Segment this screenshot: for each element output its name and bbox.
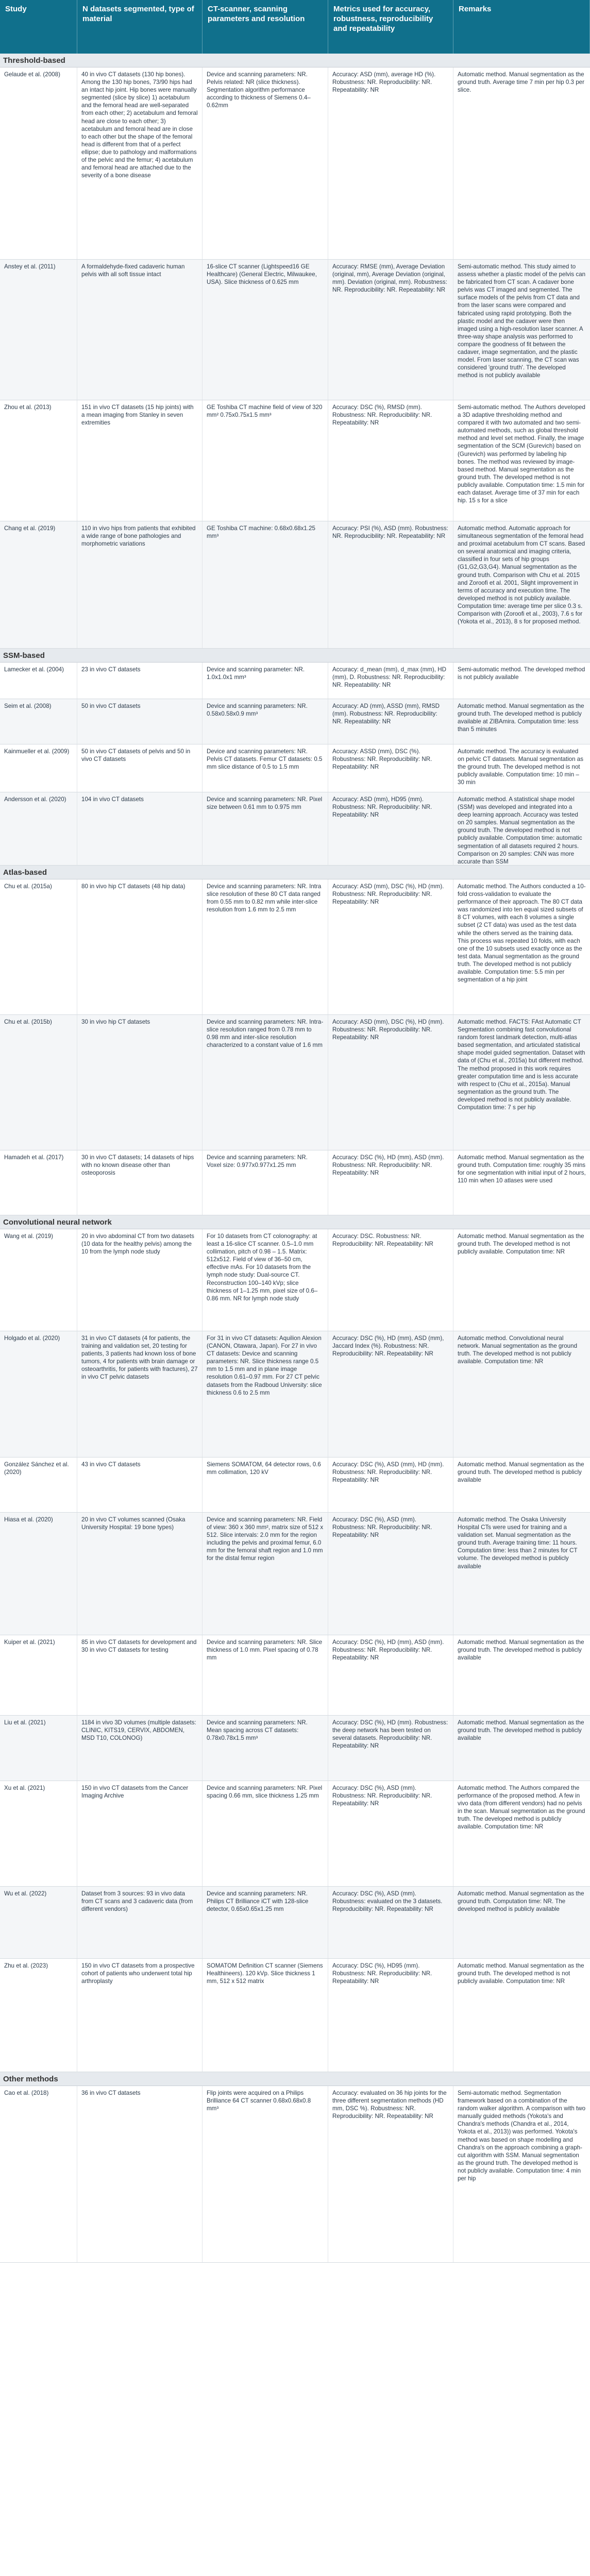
datasets-cell: 20 in vivo abdominal CT from two datasets (10 data for the healthy pelvis) among the 10 from the lymph node study xyxy=(77,1229,203,1331)
datasets-cell: 110 in vivo hips from patients that exhibited a wide range of bone pathologies and morphometric variations xyxy=(77,521,203,648)
header-ct: CT-scanner, scanning parameters and resolution xyxy=(203,0,328,54)
header-datasets: N datasets segmented, type of material xyxy=(77,0,203,54)
remarks-cell: Automatic method. The Authors conducted a 10-fold cross-validation to evaluate the performance of their approach. The 80 CT data was randomized into ten equal sized subsets of 8 CT volumes, with each 8 volumes a single subset (2 CT data) was used as the test data while the others served as the training data. This process was repeated 10 folds, with each one of the 10 subsets used exactly once as the test data. Manual segmentation as the ground truth. The developed method is not publicly available. Computation time: 5.5 min per segmentation of a hip joint xyxy=(458,883,586,984)
metrics-cell: Accuracy: DSC (%), HD (mm), ASD (mm). Robustness: NR. Reproducibility: NR. Repeatability: NR xyxy=(328,1150,453,1215)
ct-cell: 16-slice CT scanner (Lightspeed16 GE Healthcare) (General Electric, Milwaukee, USA). Slice thickness of 0.625 mm xyxy=(203,260,328,400)
metrics-cell: Accuracy: DSC (%), RMSD (mm). Robustness: NR. Reproducibility: NR. Repeatability: NR xyxy=(328,400,453,521)
metrics-cell: Accuracy: ASSD (mm), DSC (%). Robustness: NR. Reproducibility: NR. Repeatability: NR xyxy=(328,744,453,792)
metrics-cell: Accuracy: ASD (mm), DSC (%), HD (mm). Robustness: NR. Reproducibility: NR. Repeatability: NR xyxy=(328,1015,453,1150)
table-row xyxy=(0,1716,590,1781)
study-cell: Liu et al. (2021) xyxy=(0,1716,77,1781)
study-cell: Holgado et al. (2020) xyxy=(0,1331,77,1457)
datasets-cell: 23 in vivo CT datasets xyxy=(77,663,203,699)
table-row xyxy=(0,699,590,744)
table-header xyxy=(0,0,590,54)
remarks-cell: Semi-automatic method. The developed method is not publicly available xyxy=(458,666,585,681)
metrics-cell: Accuracy: DSC (%), HD95 (mm). Robustness: NR. Reproducibility: NR. Repeatability: NR xyxy=(328,1959,453,2072)
datasets-cell: 150 in vivo CT datasets from the Cancer Imaging Archive xyxy=(77,1781,203,1886)
metrics-cell: Accuracy: DSC. Robustness: NR. Reproducibility: NR. Repeatability: NR xyxy=(328,1229,453,1331)
study-cell: Anstey et al. (2011) xyxy=(0,260,77,400)
study-cell: Xu et al. (2021) xyxy=(0,1781,77,1886)
ct-cell: SOMATOM Definition CT scanner (Siemens Healthineers). 120 kVp. Slice thickness 1 mm, 512 x 512 matrix xyxy=(203,1959,328,2072)
ct-cell: Device and scanning parameters: NR. Intra slice resolution of these 80 CT data ranged from 0.55 mm to 0.82 mm while inter-slice resolution from 1.6 mm to 2.5 mm xyxy=(203,879,328,1014)
datasets-cell: 43 in vivo CT datasets xyxy=(77,1458,203,1512)
metrics-cell: Accuracy: ASD (mm), average HD (%). Robustness: NR. Reproducibility: NR. Repeatability: NR xyxy=(328,67,453,259)
ct-cell: Siemens SOMATOM, 64 detector rows, 0.6 mm collimation, 120 kV xyxy=(203,1458,328,1512)
datasets-cell: 31 in vivo CT datasets (4 for patients, the training and validation set, 20 testing for patients, 3 patients had known loss of bone tumors, 4 for patients with brain damage or osteoarthritis, for patients with fractures), 27 in vivo CT pelvic datasets xyxy=(77,1331,203,1457)
header-study: Study xyxy=(0,0,77,54)
header-metrics: Metrics used for accuracy, robustness, reproducibility and repeatability xyxy=(328,0,453,54)
ct-cell: Device and scanning parameters: NR. Field of view: 360 x 360 mm², matrix size of 512 x 512. Slice intervals: 2.0 mm for the region including the pelvis and proximal femur, 6.0 mm for the femoral shaft region and 1.0 mm for the distal femur region xyxy=(203,1513,328,1635)
section-rows xyxy=(0,2086,590,2263)
ct-cell: Device and scanning parameters: NR. Voxel size: 0.977x0.977x1.25 mm xyxy=(203,1150,328,1215)
metrics-cell: Accuracy: DSC (%), ASD (mm). Robustness: evaluated on the 3 datasets. Reproducibility: NR. Repeatability: NR xyxy=(328,1887,453,1958)
ct-cell: Device and scanning parameters: NR. Philips CT Brilliance iCT with 128-slice detector, 0.65x0.65x1.25 mm xyxy=(203,1887,328,1958)
metrics-cell: Accuracy: DSC (%), HD (mm), ASD (mm). Robustness: NR. Reproducibility: NR. Repeatability: NR xyxy=(328,1635,453,1715)
remarks-cell: Automatic method. The Osaka University Hospital CTs were used for training and a validation set. Manual segmentation as the ground truth. Average training time: 11 hours. Computation time: less than 2 minutes for CT volume. The developed method is publicly available xyxy=(458,1516,578,1570)
datasets-cell: 36 in vivo CT datasets xyxy=(77,2086,203,2262)
section-rows xyxy=(0,879,590,1215)
study-cell: Kuiper et al. (2021) xyxy=(0,1635,77,1715)
section-rows xyxy=(0,1229,590,2072)
datasets-cell: 150 in vivo CT datasets from a prospective cohort of patients who underwent total hip arthroplasty xyxy=(77,1959,203,2072)
table-row xyxy=(0,1781,590,1887)
ct-cell: Device and scanning parameters: NR. Mean spacing across CT datasets: 0.78x0.78x1.5 mm³ xyxy=(203,1716,328,1781)
ct-cell: Device and scanning parameters: NR. Pixel spacing 0.66 mm, slice thickness 1.25 mm xyxy=(203,1781,328,1886)
datasets-cell: 50 in vivo CT datasets xyxy=(77,699,203,744)
datasets-cell: Dataset from 3 sources: 93 in vivo data from CT scans and 3 cadaveric data (from different vendors) xyxy=(77,1887,203,1958)
section-rows xyxy=(0,663,590,866)
table-row xyxy=(0,879,590,1015)
metrics-cell: Accuracy: ASD (mm), DSC (%), HD (mm). Robustness: NR. Reproducibility: NR. Repeatability: NR xyxy=(328,879,453,1014)
remarks-cell: Automatic method. Manual segmentation as the ground truth. The developed method is publicly available at ZIBAmira. Computation time: less than 5 minutes xyxy=(458,703,584,733)
remarks-cell: Semi-automatic method. Segmentation framework based on a combination of the random walker algorithm. A comparison with two manually guided methods (Yokota's and Chandra's methods (Chandra et al., 2014, Yokota et al., 2013)) was performed. Yokota's method was based on shape modelling and Chandra's on the approach combining a graph-cut algorithm with SSM. Manual segmentation as the ground truth. The developed method is not publicly available. Computation time: 4 min per hip xyxy=(458,2090,586,2182)
table-row xyxy=(0,744,590,792)
remarks-cell: Automatic method. Manual segmentation as the ground truth. Computation time: NR. The developed method is publicly available xyxy=(458,1890,584,1913)
datasets-cell: 1184 in vivo 3D volumes (multiple datasets: CLINIC, KITS19, CERVIX, ABDOMEN, MSD T10, COLONOG) xyxy=(77,1716,203,1781)
table-row xyxy=(0,260,590,400)
remarks-cell: Semi-automatic method. The Authors developed a 3D adaptive thresholding method and compared it with two automated and two semi-automated methods, such as global threshold method and level set method. Finally, the image segmentation of the SCM (Gurevich) based on (Gurevich) was performed by labeling hip bones. The method was reviewed by image-based method. Manual segmentation as the ground truth. The developed method is not publicly available. Computation time: 1.5 min for each dataset. Average time of 37 min for each hip. 15 s for a slice xyxy=(458,404,585,504)
remarks-cell: Automatic method. Manual segmentation as the ground truth. The developed method is publicly available xyxy=(458,1719,584,1742)
remarks-cell: Automatic method. Manual segmentation as the ground truth. The developed method is not publicly available. Computation time: NR xyxy=(458,1962,584,1985)
remarks-cell: Automatic method. Manual segmentation as the ground truth. Average time 7 min per hip 0.3 per slice. xyxy=(458,71,584,94)
ct-cell: Device and scanning parameters: NR. 0.58x0.58x0.9 mm³ xyxy=(203,699,328,744)
table-row xyxy=(0,521,590,649)
metrics-cell: Accuracy: RMSE (mm), Average Deviation (original, mm), Average Deviation (original, mm). Deviation (original, mm). Robustness: NR. Reproducibility: NR. Repeatability: NR xyxy=(328,260,453,400)
table-body xyxy=(0,54,590,2263)
remarks-cell: Automatic method. Manual segmentation as the ground truth. The developed method is publicly available xyxy=(458,1639,584,1662)
section-header: Atlas-based xyxy=(0,866,590,879)
datasets-cell: 40 in vivo CT datasets (130 hip bones). Among the 130 hip bones, 73/90 hips had an intact hip joint. Hip bones were manually segmented (slice by slice) 1) acetabulum and the femoral head are well-separated from each other; 2) acetabulum and femoral head are close to each other; 3) acetabulum and femoral head are in close to each other but the shape of the femoral head is different from that of a perfect ellipse; due to pathology and malformations of the pelvic and the femur; 4) acetabulum and femoral head are attached due to the severity of a bone disease xyxy=(77,67,203,259)
study-cell: Hiasa et al. (2020) xyxy=(0,1513,77,1635)
metrics-cell: Accuracy: DSC (%), HD (mm). Robustness: the deep network has been tested on several datasets. Reproducibility: NR. Repeatability: NR xyxy=(328,1716,453,1781)
datasets-cell: 80 in vivo hip CT datasets (48 hip data) xyxy=(77,879,203,1014)
ct-cell: Device and scanning parameters: NR. Pelvis CT datasets. Femur CT datasets: 0.5 mm slice distance of 0.5 to 1.5 mm xyxy=(203,744,328,792)
remarks-cell: Automatic method. Manual segmentation as the ground truth. The developed method is publicly available xyxy=(458,1461,584,1484)
table-row xyxy=(0,1015,590,1150)
study-cell: Gelaude et al. (2008) xyxy=(0,67,77,259)
ct-cell: Device and scanning parameters: NR. Pelvis related: NR (slice thickness). Segmentation algorithm performance according to thickness of Siemens 0.4–0.62mm xyxy=(203,67,328,259)
ct-cell: GE Toshiba CT machine field of view of 320 mm² 0.75x0.75x1.5 mm³ xyxy=(203,400,328,521)
section-header: Convolutional neural network xyxy=(0,1215,590,1229)
table-row xyxy=(0,1959,590,2072)
section-header: Threshold-based xyxy=(0,54,590,67)
datasets-cell: 151 in vivo CT datasets (15 hip joints) with a mean imaging from Stanley in seven extremities xyxy=(77,400,203,521)
remarks-cell: Automatic method. FACTS: FAst Automatic CT Segmentation combining fast convolutional random forest landmark detection, multi-atlas based segmentation, and articulated statistical shape model guided segmentation. Dataset with data of (Chu et al., 2015a) but different method. The method proposed in this work requires greater computation time and is less accurate with respect to (Chu et al., 2015a). Manual segmentation as the ground truth. The developed method is not publicly available. Computation time: 7 s per hip xyxy=(458,1019,585,1111)
section-rows xyxy=(0,67,590,649)
table-row xyxy=(0,663,590,699)
study-cell: Chu et al. (2015b) xyxy=(0,1015,77,1150)
remarks-cell: Semi-automatic method. This study aimed to assess whether a plastic model of the pelvis can be fabricated from CT scan. A cadaver bone pelvis was CT imaged and segmented. The surface models of the pelvis from CT data and from the laser scans were compared and fabricated using rapid prototyping. Both the plastic model and the cadaver were then imaged using a high-resolution laser scanner. A three-way shape analysis was performed to compare the goodness of fit between the cadaver, image segmentation, and the plastic model. From laser scanning, the CT scan was considered 'ground truth'. The developed method is not publicly available xyxy=(458,263,586,379)
study-cell: Cao et al. (2018) xyxy=(0,2086,77,2262)
ct-cell: Device and scanning parameter: NR. 1.0x1.0x1 mm³ xyxy=(203,663,328,699)
table-row xyxy=(0,2086,590,2263)
remarks-cell: Automatic method. The Authors compared the performance of the proposed method. A few in vivo data (from different vendors) had no pelvis in the scan. Manual segmentation as the ground truth. The developed method is publicly available. Computation time: NR xyxy=(458,1785,585,1831)
metrics-cell: Accuracy: DSC (%), ASD (mm). Robustness: NR. Reproducibility: NR. Repeatability: NR xyxy=(328,1513,453,1635)
ct-cell: For 10 datasets from CT colonography: at least a 16-slice CT scanner. 0.5–1.0 mm collimation, pitch of 0.98 – 1.5. Matrix: 512x512. Field of view of 36–50 cm, effective mAs. For 10 datasets from the lymph node study: Dual-source CT. Reconstruction 100–140 kVp; slice thickness of 1–1.25 mm, pixel size of 0.6–0.86 mm. NR for lymph node study xyxy=(203,1229,328,1331)
study-cell: Andersson et al. (2020) xyxy=(0,792,77,865)
remarks-cell: Automatic method. A statistical shape model (SSM) was developed and integrated into a deep learning approach. Accuracy was tested on 20 samples. Manual segmentation as the ground truth. The developed method is not publicly available. Computation time: automatic segmentation of all datasets required 2 hours. Comparison on 20 samples: CNN was more accurate than SSM xyxy=(458,796,582,865)
metrics-cell: Accuracy: ASD (mm), HD95 (mm). Robustness: NR. Reproducibility: NR. Repeatability: NR xyxy=(328,792,453,865)
table-row xyxy=(0,1513,590,1635)
metrics-cell: Accuracy: evaluated on 36 hip joints for the three different segmentation methods (HD mm, DSC %). Robustness: NR. Reproducibility: NR. Repeatability: NR xyxy=(328,2086,453,2262)
ct-cell: For 31 in vivo CT datasets: Aquilion Alexion (CANON, Otawara, Japan). For 27 in vivo CT datasets: Device and scanning parameters: NR. Slice thickness range 0.5 mm to 1.5 mm and in plane image resolution 0.61–0.97 mm. For 27 CT pelvic datasets from the Radboud University: slice thickness 0.6 to 2.5 mm xyxy=(203,1331,328,1457)
section-header: Other methods xyxy=(0,2072,590,2086)
table-row xyxy=(0,67,590,260)
study-cell: Zhou et al. (2013) xyxy=(0,400,77,521)
table-row xyxy=(0,1635,590,1716)
study-cell: Seim et al. (2008) xyxy=(0,699,77,744)
datasets-cell: A formaldehyde-fixed cadaveric human pelvis with all soft tissue intact xyxy=(77,260,203,400)
study-cell: Wu et al. (2022) xyxy=(0,1887,77,1958)
ct-cell: GE Toshiba CT machine: 0.68x0.68x1.25 mm³ xyxy=(203,521,328,648)
metrics-cell: Accuracy: PSI (%), ASD (mm). Robustness: NR. Reproducibility: NR. Repeatability: NR xyxy=(328,521,453,648)
table-row xyxy=(0,1150,590,1215)
study-cell: Wang et al. (2019) xyxy=(0,1229,77,1331)
remarks-cell: Automatic method. Convolutional neural network. Manual segmentation as the ground truth. The developed method is not publicly available. Computation time: NR xyxy=(458,1335,578,1365)
study-cell: Chu et al. (2015a) xyxy=(0,879,77,1014)
table-row xyxy=(0,1458,590,1513)
table-row xyxy=(0,400,590,521)
ct-cell: Device and scanning parameters: NR. Intra-slice resolution ranged from 0.78 mm to 0.98 mm and inter-slice resolution characterized to a constant value of 1.6 mm xyxy=(203,1015,328,1150)
remarks-cell: Automatic method. Automatic approach for simultaneous segmentation of the femoral head and proximal acetabulum from CT scans. Based on several anatomical and imaging criteria, classified in four sets of hip groups (G1,G2,G3,G4). Manual segmentation as the ground truth. Comparison with Chu et al. 2015 and Zoroofi et al. 2001, Slight improvement in terms of accuracy and execution time. The developed method is not publicly available. Computation time: average time per slice 0.3 s. Comparison with (Zoroofi et al., 2003), 7.6 s for (Yokota et al., 2013), 8 s for proposed method. xyxy=(458,525,585,625)
ct-cell: Device and scanning parameters: NR. Pixel size between 0.61 mm to 0.975 mm xyxy=(203,792,328,865)
remarks-cell: Automatic method. Manual segmentation as the ground truth. The developed method is not publicly available. Computation time: NR xyxy=(458,1233,584,1256)
metrics-cell: Accuracy: DSC (%), ASD (mm), HD (mm). Robustness: NR. Reproducibility: NR. Repeatability: NR xyxy=(328,1458,453,1512)
study-cell: Lamecker et al. (2004) xyxy=(0,663,77,699)
table-row xyxy=(0,792,590,866)
study-cell: Hamadeh et al. (2017) xyxy=(0,1150,77,1215)
remarks-cell: Automatic method. Manual segmentation as the ground truth. Computation time: roughly 35 mins for one segmentation with initial input of 2 hours, 110 min when 10 atlases were used xyxy=(458,1154,586,1184)
table-row xyxy=(0,1887,590,1959)
ct-cell: Device and scanning parameters: NR. Slice thickness of 1.0 mm. Pixel spacing of 0.78 mm xyxy=(203,1635,328,1715)
study-cell: González Sánchez et al. (2020) xyxy=(0,1458,77,1512)
datasets-cell: 30 in vivo hip CT datasets xyxy=(77,1015,203,1150)
metrics-cell: Accuracy: AD (mm), ASSD (mm), RMSD (mm). Robustness: NR. Reproducibility: NR. Repeatability: NR xyxy=(328,699,453,744)
table-row xyxy=(0,1331,590,1458)
ct-cell: Flip joints were acquired on a Philips Brilliance 64 CT scanner 0.68x0.68x0.8 mm³ xyxy=(203,2086,328,2262)
datasets-cell: 20 in vivo CT volumes scanned (Osaka University Hospital: 19 bone types) xyxy=(77,1513,203,1635)
header-remarks: Remarks xyxy=(453,0,590,54)
study-cell: Chang et al. (2019) xyxy=(0,521,77,648)
datasets-cell: 50 in vivo CT datasets of pelvis and 50 in vivo CT datasets xyxy=(77,744,203,792)
datasets-cell: 30 in vivo CT datasets; 14 datasets of hips with no known disease other than osteoporosis xyxy=(77,1150,203,1215)
metrics-cell: Accuracy: DSC (%), ASD (mm). Robustness: NR. Reproducibility: NR. Repeatability: NR xyxy=(328,1781,453,1886)
study-cell: Zhu et al. (2023) xyxy=(0,1959,77,2072)
metrics-cell: Accuracy: d_mean (mm), d_max (mm), HD (mm), D. Robustness: NR. Reproducibility: NR. Repeatability: NR xyxy=(328,663,453,699)
study-cell: Kainmueller et al. (2009) xyxy=(0,744,77,792)
table-row xyxy=(0,1229,590,1331)
metrics-cell: Accuracy: DSC (%), HD (mm), ASD (mm), Jaccard Index (%). Robustness: NR. Reproducibility: NR. Repeatability: NR xyxy=(328,1331,453,1457)
datasets-cell: 85 in vivo CT datasets for development and 30 in vivo CT datasets for testing xyxy=(77,1635,203,1715)
section-header: SSM-based xyxy=(0,649,590,663)
datasets-cell: 104 in vivo CT datasets xyxy=(77,792,203,865)
remarks-cell: Automatic method. The accuracy is evaluated on pelvic CT datasets. Manual segmentation as the ground truth. The developed method is not publicly available. Computation time: 10 min – 30 min xyxy=(458,748,584,786)
